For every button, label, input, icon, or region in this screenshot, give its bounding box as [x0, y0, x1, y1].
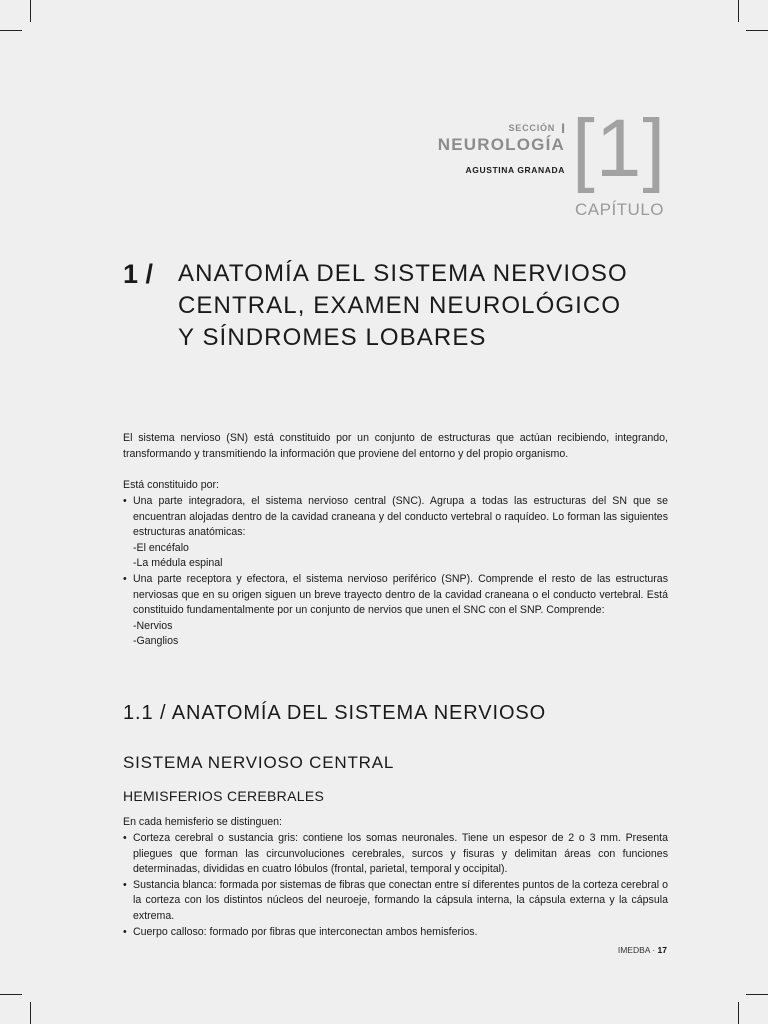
sub-item: -Nervios: [133, 619, 173, 632]
sub-item: -La médula espinal: [133, 557, 223, 570]
list-item: [123, 572, 668, 650]
list-item: • Cuerpo calloso: formado por fibras que interconectan ambos hemisferios.: [123, 925, 668, 941]
constituted-by-label: Está constituido por:: [123, 479, 219, 491]
subsubsection-heading: HEMISFERIOS CEREBRALES: [123, 788, 325, 804]
hemispheres-intro: En cada hemisferio se distinguen:: [123, 816, 282, 828]
title-line: ANATOMÍA DEL SISTEMA NERVIOSO: [178, 260, 628, 287]
section-heading: 1.1 / ANATOMÍA DEL SISTEMA NERVIOSO: [123, 702, 547, 724]
author-name: AGUSTINA GRANADA: [465, 165, 565, 175]
list-item: • Corteza cerebral o sustancia gris: contiene los somas neuronales. Tiene un espesor de 2 o 3 mm. Presenta pliegues que forman las circunvoluciones cerebrales, surcos y fisuras y delimitan áreas con funciones determinadas, divididas en cuatro lóbulos (frontal, parietal, temporal y occipital).: [123, 831, 668, 878]
crop-mark: [746, 994, 768, 995]
chapter-title-number: 1 /: [123, 259, 154, 289]
section-name: NEUROLOGÍA: [437, 135, 565, 154]
nervous-system-parts-list: [123, 494, 668, 650]
publisher-name: IMEDBA ·: [617, 945, 656, 955]
crop-mark: [746, 30, 768, 31]
section-header: [438, 122, 565, 175]
crop-mark: [738, 1002, 739, 1024]
chapter-label: CAPÍTULO: [575, 200, 665, 219]
page-footer: [618, 945, 667, 955]
chapter-number: [1]: [572, 103, 667, 194]
crop-mark: [0, 994, 22, 995]
crop-mark: [0, 30, 22, 31]
sub-item: -El encéfalo: [133, 541, 189, 554]
section-roman-numeral: I: [561, 120, 565, 136]
page-number: 17: [657, 945, 667, 955]
sub-item: -Ganglios: [133, 635, 179, 648]
crop-mark: [738, 0, 739, 22]
chapter-title-text: [178, 258, 628, 354]
section-label: SECCIÓN: [508, 123, 556, 133]
chapter-title: [123, 258, 628, 354]
crop-mark: [30, 0, 31, 22]
subsection-heading: SISTEMA NERVIOSO CENTRAL: [123, 753, 395, 772]
list-item: • Sustancia blanca: formada por sistemas de fibras que conectan entre sí diferentes puntos de la corteza cerebral o la corteza con los distintos núcleos del neuroeje, formando la cápsula interna, la cápsula externa y la cápsula extrema.: [123, 878, 668, 925]
hemispheres-list: [123, 831, 668, 940]
crop-mark: [30, 1002, 31, 1024]
list-item-text: Una parte integradora, el sistema nervioso central (SNC). Agrupa a todas las estructuras del SN que se encuentran alojadas dentro de la cavidad craneana y del conducto vertebral o raquídeo. Lo forman las siguientes estructuras anatómicas:: [133, 495, 668, 539]
list-item: [123, 494, 668, 572]
title-line: Y SÍNDROMES LOBARES: [178, 324, 487, 351]
intro-paragraph: El sistema nervioso (SN) está constituido por un conjunto de estructuras que actúan recibiendo, integrando, transformando y transmitiendo la información que proviene del entorno y del propio organismo.: [123, 432, 668, 460]
list-item-text: Una parte receptora y efectora, el sistema nervioso periférico (SNP). Comprende el resto de las estructuras nerviosas que en su origen siguen un breve trayecto dentro de la cavidad craneana o el conducto vertebral. Está constituido fundamentalmente por un conjunto de nervios que unen el SNC con el SNP. Comprende:: [133, 572, 668, 617]
title-line: CENTRAL, EXAMEN NEUROLÓGICO: [178, 292, 622, 319]
section-label-line: [438, 122, 565, 134]
